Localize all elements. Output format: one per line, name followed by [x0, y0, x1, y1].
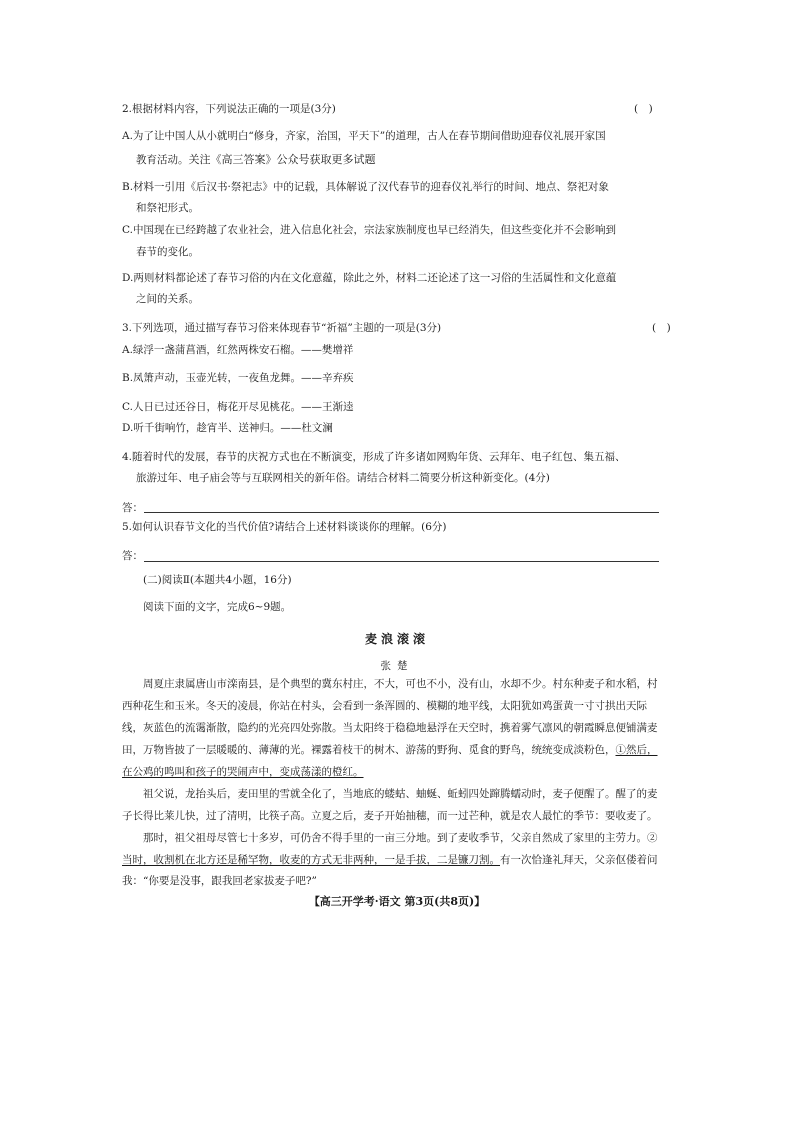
article-p1-line4 — [122, 743, 658, 757]
section-instruction: 阅读下面的文字，完成6~9题。 — [143, 601, 292, 613]
q2-option-d-line2: 之间的关系。 — [136, 293, 199, 305]
q2-option-c-line1: C.中国现在已经跨越了农业社会，进入信息化社会，宗法家族制度也早已经消失，但这些变化并不会影响到 — [122, 224, 616, 236]
q2-option-b-line1: B.材料一引用《后汉书·祭祀志》中的记载，具体解说了汉代春节的迎春仪礼举行的时间、地点、祭祀对象 — [122, 181, 609, 193]
q3-answer-paren: ( ) — [652, 322, 671, 334]
q4-answer-line[interactable] — [144, 512, 659, 513]
article-p3-line2-rest: 有一次恰逢礼拜天，父亲伛偻着问 — [500, 854, 658, 866]
q3-stem: 3.下列选项，通过描写春节习俗来体现春节“祈福”主题的一项是(3分) — [122, 322, 442, 334]
article-title: 麦浪滚滚 — [364, 632, 429, 646]
q2-answer-paren: ( ) — [634, 103, 653, 115]
q2-option-c-line2: 春节的变化。 — [136, 246, 199, 258]
q3-option-b: B.凤箫声动，玉壶光转，一夜鱼龙舞。——辛弃疾 — [122, 372, 354, 384]
q5-stem: 5.如何认识春节文化的当代价值?请结合上述材料谈谈你的理解。(6分) — [122, 521, 447, 533]
underlined-sentence-1-end: 在公鸡的鸣叫和孩子的哭闹声中，变成荡漾的橙红。 — [122, 766, 364, 778]
section-heading: (二)阅读Ⅱ(本题共4小题，16分) — [143, 574, 292, 586]
page-footer: 【高三开学考·语文 第3页(共8页)】 — [308, 895, 486, 908]
underlined-sentence-1-start: ①然后， — [615, 744, 658, 756]
article-p1-line2: 西种花生和玉米。冬天的凌晨，你站在村头，会看到一条浑圆的、模糊的地平线，太阳犹如鸡蛋黄一寸寸拱出天际 — [122, 700, 647, 712]
q4-answer-label: 答： — [122, 502, 143, 514]
q2-option-a-text: 教育活动。 — [136, 154, 189, 166]
q3-option-c: C.人日已过还谷日，梅花开尽见桃花。——王渐逵 — [122, 401, 354, 413]
article-p1-line3: 线，灰蓝色的流霭渐散，隐约的光亮四处弥散。当太阳终于稳稳地悬浮在天空时，携着雾气凛风的朝霞瞬息便铺满麦 — [122, 722, 658, 734]
article-p1-line1: 周夏庄隶属唐山市滦南县，是个典型的冀东村庄，不大，可也不小，没有山，水却不少。村东种麦子和水稻，村 — [143, 678, 658, 690]
q3-option-d: D.听千街响竹，趁宵半、送神归。——杜文澜 — [122, 422, 333, 434]
q4-stem-line2: 旅游过年、电子庙会等与互联网相关的新年俗。请结合材料二简要分析这种新变化。(4分) — [136, 472, 550, 484]
promo-notice: 关注《高三答案》公众号获取更多试题 — [188, 153, 376, 166]
q4-stem-line1: 4.随着时代的发展，春节的庆祝方式也在不断演变，形成了许多诸如网购年货、云拜年、电子红包、集五福、 — [122, 451, 626, 463]
q2-stem: 2.根据材料内容，下列说法正确的一项是(3分) — [122, 103, 336, 115]
article-p3-line3: 我：“你要是没事，跟我回老家拔麦子吧?” — [122, 875, 317, 887]
article-p3-line2 — [122, 853, 658, 867]
q5-answer-line[interactable] — [144, 561, 659, 562]
article-p2-line1: 祖父说，龙抬头后，麦田里的雪就全化了，当地底的蝼蛄、蚰蜒、蚯蚓四处蹿腾蠕动时，麦子便醒了。醒了的麦 — [143, 788, 658, 800]
article-p2-line2: 子长得比莱儿快，过了清明，比筷子高。立夏之后，麦子开始抽穗，而一过芒种，就是农人最忙的季节：要收麦了。 — [122, 810, 658, 822]
q2-option-b-line2: 和祭祀形式。 — [136, 202, 199, 214]
article-author: 张楚 — [380, 660, 414, 672]
article-p3-line1: 那时，祖父祖母尽管七十多岁，可仍舍不得手里的一亩三分地。到了麦收季节，父亲自然成了家里的主劳力。② — [143, 832, 658, 844]
q5-answer-label: 答： — [122, 550, 143, 562]
q2-option-d-line1: D.两则材料都论述了春节习俗的内在文化意蕴，除此之外，材料二还论述了这一习俗的生活属性和文化意蕴 — [122, 272, 617, 284]
q2-option-a-line1: A.为了让中国人从小就明白“修身，齐家，治国，平天下”的道理，古人在春节期间借助迎春仪礼展开家国 — [122, 130, 606, 142]
underlined-sentence-2: 当时，收割机在北方还是稀罕物，收麦的方式无非两种，一是手拔，二是镰刀割。 — [122, 854, 500, 866]
q3-option-a: A.绿浮一盏蒲菖酒，红然两株安石榴。——樊增祥 — [122, 344, 354, 356]
article-p1-line4-text: 田，万物皆披了一层暖暖的、薄薄的光。裸露着枝干的树木、游荡的野狗、觅食的野鸟，统统变成淡粉色， — [122, 744, 616, 756]
q2-option-a-line2 — [136, 153, 376, 167]
